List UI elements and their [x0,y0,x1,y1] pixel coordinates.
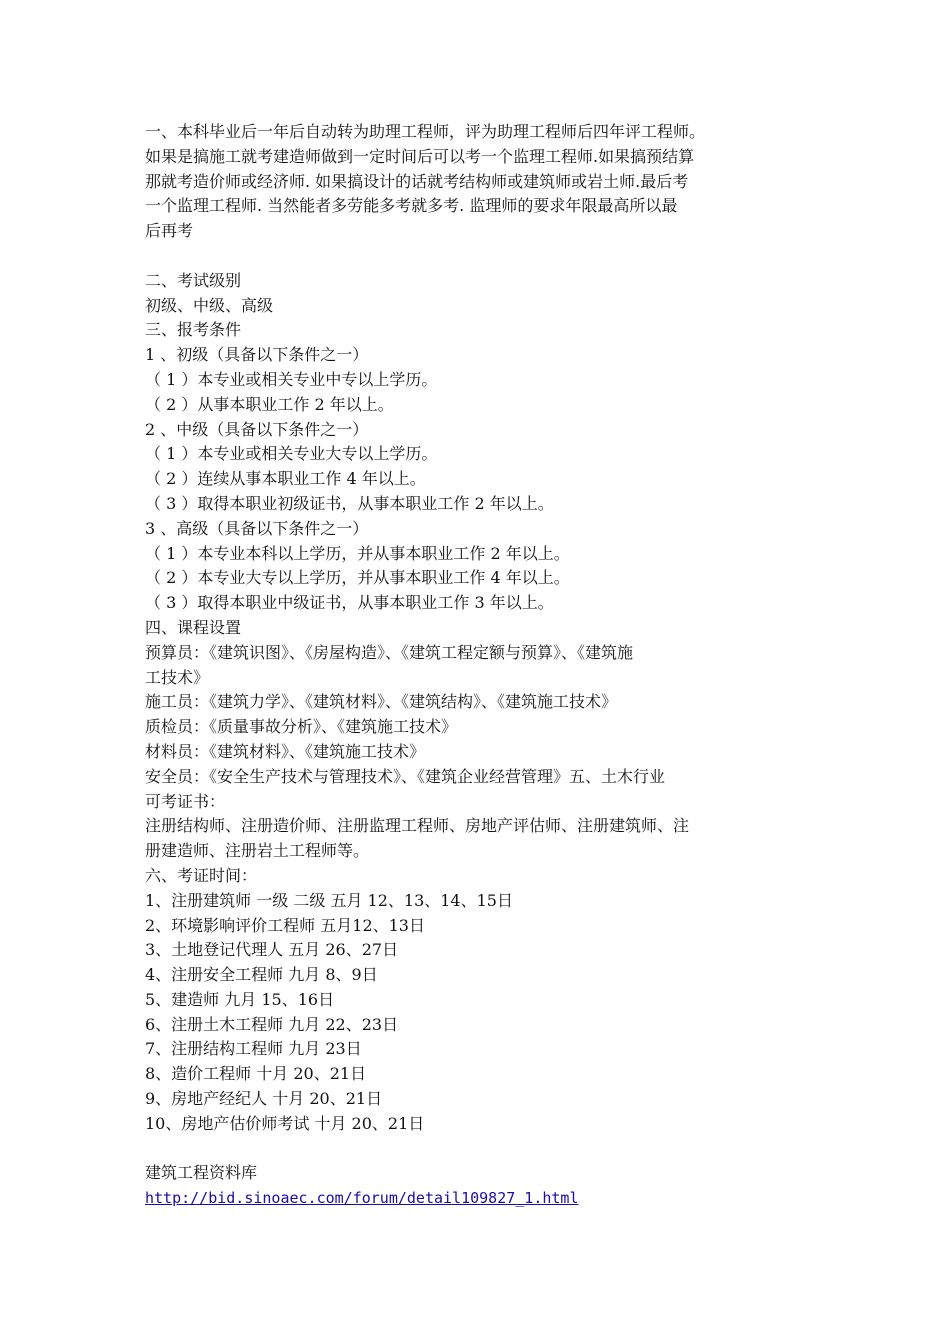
course-line: 安全员：《安全生产技术与管理技术》、《建筑企业经营管理》五、土木行业 [145,766,666,786]
schedule-item: 6、注册土木工程师 九月 22、23日 [145,1014,399,1034]
schedule-item: 7、注册结构工程师 九月 23日 [145,1039,362,1059]
requirement-item: （ 1 ）本专业或相关专业中专以上学历。 [145,369,438,389]
schedule-item: 1、注册建筑师 一级 二级 五月 12、13、14、15日 [145,890,513,910]
intro-line: 如果是搞施工就考建造师做到一定时间后可以考一个监理工程师.如果搞预结算 [145,146,695,166]
document-body [145,120,805,1211]
requirement-item: （ 1 ）本专业本科以上学历，并从事本职业工作 2 年以上。 [145,543,570,563]
schedule-item: 9、房地产经纪人 十月 20、21日 [145,1089,383,1109]
schedule-item: 4、注册安全工程师 九月 8、9日 [145,965,378,985]
schedule-item: 8、造价工程师 十月 20、21日 [145,1064,367,1084]
resource-link[interactable]: http://bid.sinoaec.com/forum/detail109827_1.html [145,1189,579,1208]
requirement-item: （ 2 ）从事本职业工作 2 年以上。 [145,394,394,414]
course-line: 工技术》 [145,667,210,687]
exam-level-section [145,269,805,319]
course-line: 册建造师、注册岩土工程师等。 [145,841,370,861]
exam-levels-text: 初级、中级、高级 [145,295,274,315]
level-title-intermediate: 2 、中级（具备以下条件之一） [145,419,369,439]
intro-line: 一、本科毕业后一年后自动转为助理工程师，评为助理工程师后四年评工程师。 [145,122,706,141]
section-heading: 二、考试级别 [145,270,242,290]
course-line: 预算员：《建筑识图》、《房屋构造》、《建筑工程定额与预算》、《建筑施 [145,642,634,662]
intro-line: 那就考造价师或经济师. 如果搞设计的话就考结构师或建筑师或岩土师.最后考 [145,171,689,191]
requirement-item: （ 2 ）连续从事本职业工作 4 年以上。 [145,469,426,489]
schedule-item: 5、建造师 九月 15、16日 [145,989,335,1009]
schedule-item: 2、环境影响评价工程师 五月12、13日 [145,915,425,935]
level-title-junior: 1 、初级（具备以下条件之一） [145,345,369,365]
spacer [145,1137,805,1162]
resource-label: 建筑工程资料库 [145,1163,258,1183]
course-line: 可考证书： [145,791,226,811]
course-line: 材料员：《建筑材料》、《建筑施工技术》 [145,741,426,761]
requirement-item: （ 3 ）取得本职业初级证书，从事本职业工作 2 年以上。 [145,493,554,513]
requirement-item: （ 2 ）本专业大专以上学历，并从事本职业工作 4 年以上。 [145,568,570,588]
course-line: 施工员：《建筑力学》、《建筑材料》、《建筑结构》、《建筑施工技术》 [145,692,618,712]
schedule-item: 3、土地登记代理人 五月 26、27日 [145,940,399,960]
exam-schedule-section [145,864,805,1137]
course-line: 注册结构师、注册造价师、注册监理工程师、房地产评估师、注册建筑师、注 [145,816,690,836]
spacer [145,244,805,269]
level-title-senior: 3 、高级（具备以下条件之一） [145,518,369,538]
requirement-item: （ 3 ）取得本职业中级证书，从事本职业工作 3 年以上。 [145,593,554,613]
footer-section [145,1161,805,1211]
intro-line: 后再考 [145,221,194,241]
course-line: 质检员：《质量事故分析》、《建筑施工技术》 [145,717,458,737]
intro-line: 一个监理工程师. 当然能者多劳能多考就多考. 监理师的要求年限最高所以最 [145,196,678,216]
section-heading: 六、考证时间： [145,865,258,885]
section-heading: 四、课程设置 [145,617,242,637]
courses-section [145,616,805,864]
schedule-item: 10、房地产估价师考试 十月 20、21日 [145,1113,425,1133]
requirements-section [145,318,805,616]
intro-paragraph [145,120,805,244]
requirement-item: （ 1 ）本专业或相关专业大专以上学历。 [145,444,438,464]
section-heading: 三、报考条件 [145,320,242,340]
